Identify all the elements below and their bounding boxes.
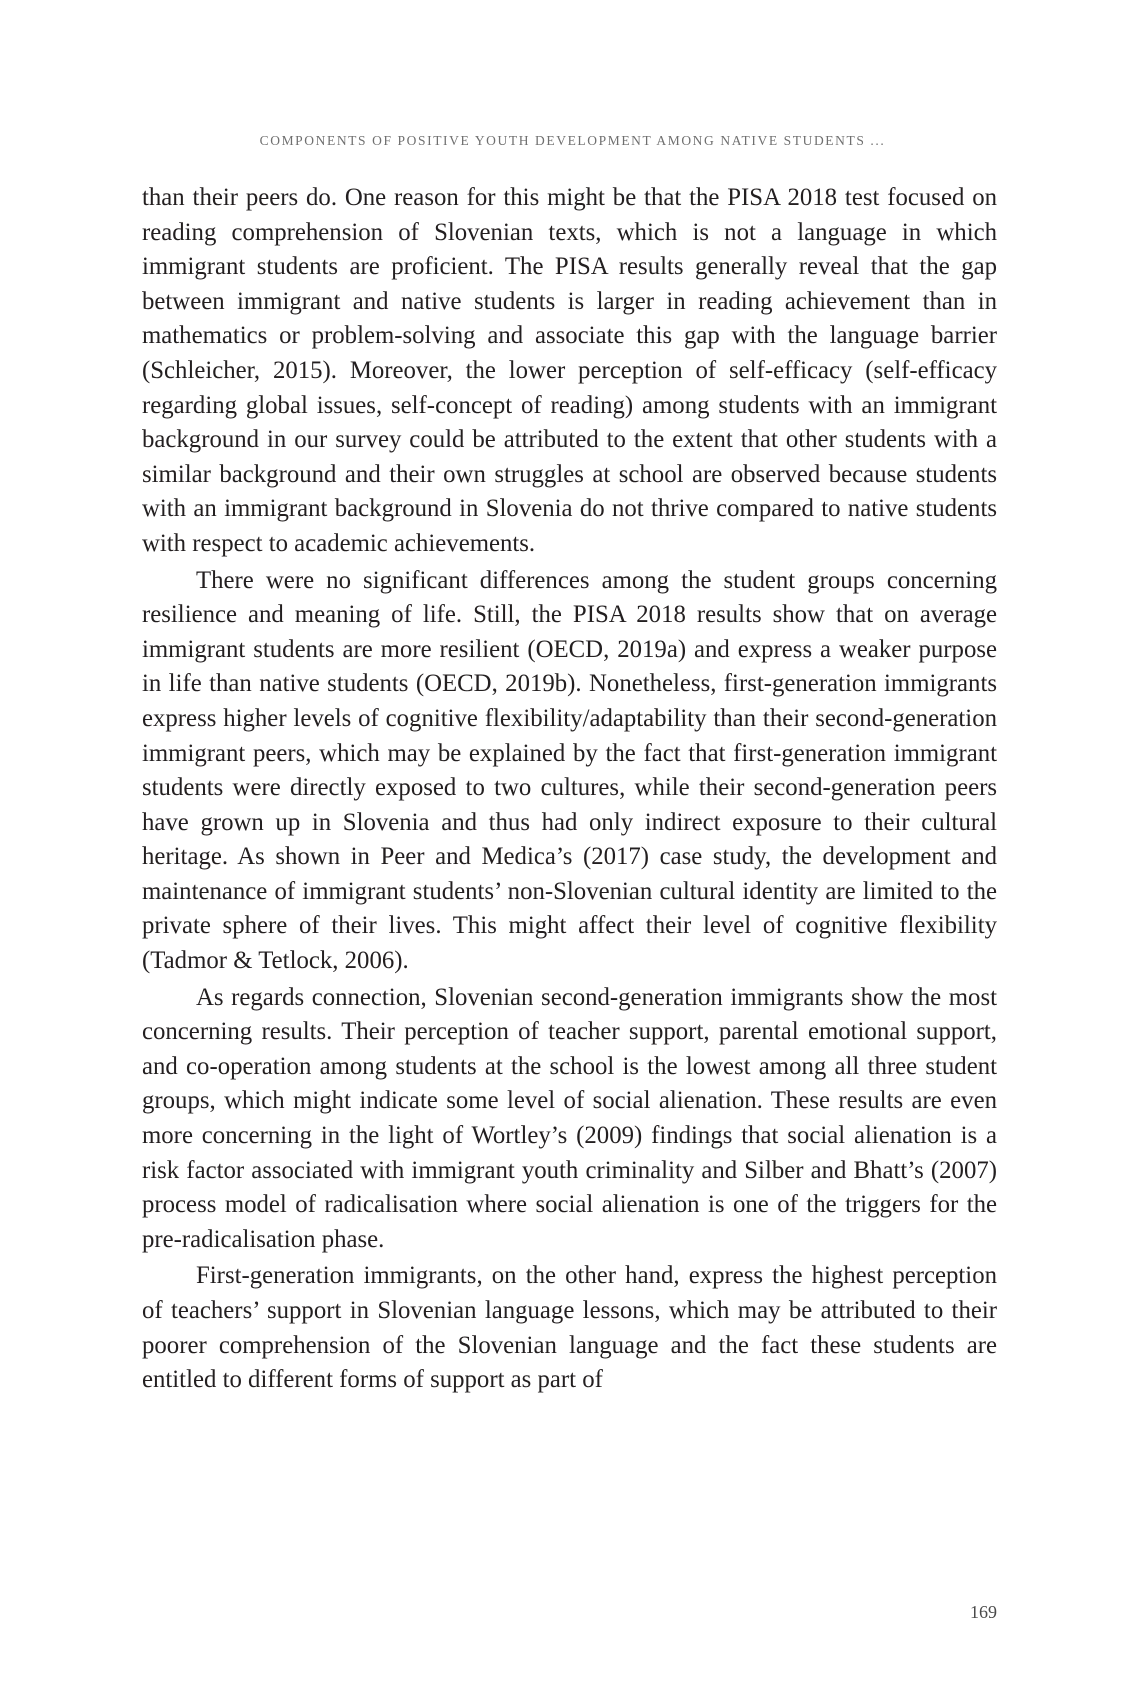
body-text <box>142 181 997 1398</box>
page-number: 169 <box>970 1602 997 1622</box>
paragraph-first-generation: First-generation immigrants, on the other hand, express the highest perception of teachers’ support in Slovenian language lessons, which may be attributed to their poorer comprehension of the Slovenian language and the fact these students are entitled to different forms of support as part of <box>142 1262 997 1394</box>
paragraph-connection: As regards connection, Slovenian second-generation immigrants show the most concerning results. Their perception of teacher support, parental emotional support, and co-operation among students at the school is the lowest among all three student groups, which might indicate some level of social alienation. These results are even more concerning in the light of Wortley’s (2009) findings that social alienation is a risk factor associated with immigrant youth criminality and Silber and Bhatt’s (2007) process model of radicalisation where social alienation is one of the triggers for the pre-radicalisation phase. <box>142 983 997 1253</box>
paragraph-continuation: than their peers do. One reason for this might be that the PISA 2018 test focused on reading comprehension of Slovenian texts, which is not a language in which immigrant students are proficient. The PISA results generally reveal that the gap between immigrant and native students is larger in reading achievement than in mathematics or problem-solving and associate this gap with the language barrier (Schleicher, 2015). Moreover, the lower perception of self-efficacy (self-efficacy regarding global issues, self-concept of reading) among students with an immigrant background in our survey could be attributed to the extent that other students with a similar background and their own struggles at school are observed because students with an immigrant background in Slovenia do not thrive compared to native students with respect to academic achievements. <box>142 184 997 557</box>
paragraph-resilience: There were no significant differences among the student groups concerning resilience and meaning of life. Still, the PISA 2018 results show that on average immigrant students are more resilient (OECD, 2019a) and express a weaker purpose in life than native students (OECD, 2019b). Nonetheless, first-generation immigrants express higher levels of cognitive flexibility/adaptability than their second-generation immigrant peers, which may be explained by the fact that first-generation immigrant students were directly exposed to two cultures, while their second-generation peers have grown up in Slovenia and thus had only indirect exposure to their cultural heritage. As shown in Peer and Medica’s (2017) case study, the development and maintenance of immigrant students’ non-Slovenian cultural identity are limited to the private sphere of their lives. This might affect their level of cognitive flexibility (Tadmor & Tetlock, 2006). <box>142 566 997 975</box>
running-header: COMPONENTS OF POSITIVE YOUTH DEVELOPMENT AMONG NATIVE STUDENTS ... <box>259 133 886 148</box>
